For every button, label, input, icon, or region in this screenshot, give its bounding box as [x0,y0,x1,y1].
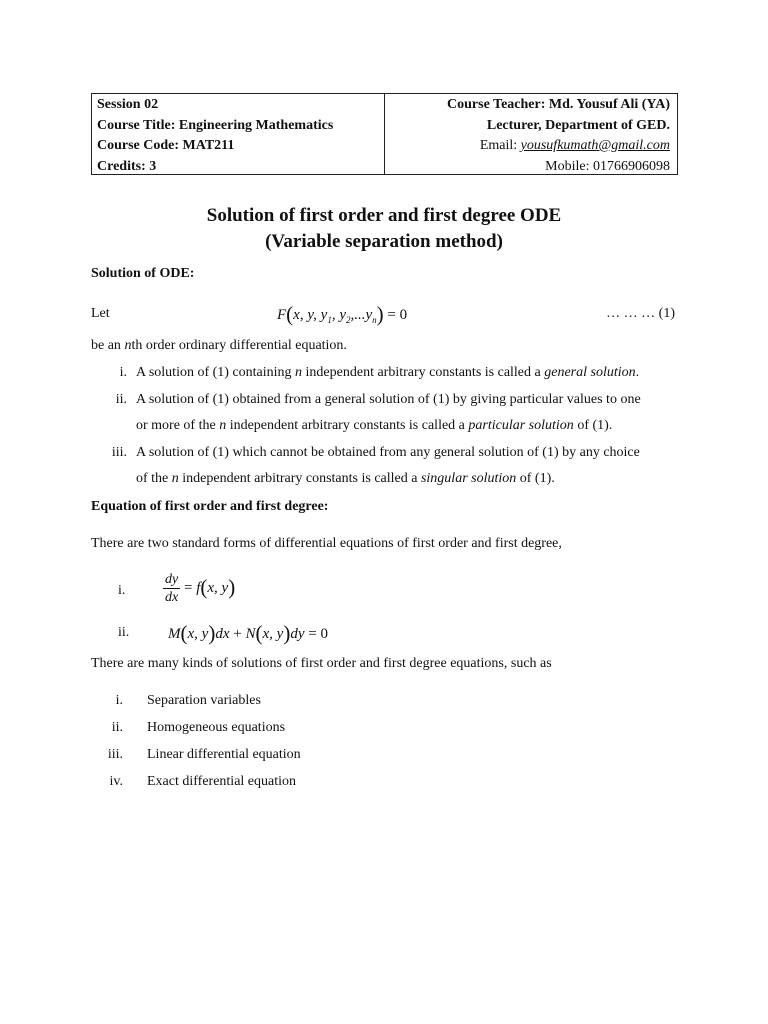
item-text: of (1). [516,471,555,486]
teacher-position: Lecturer, Department of GED. [486,117,670,133]
section-heading-solution-ode: Solution of ODE: [91,266,195,281]
list-numeral: ii. [118,625,130,640]
item-term: general solution [544,365,636,380]
teacher-info [385,94,677,174]
email-label: Email: [479,138,521,153]
kind-item: Homogeneous equations [147,720,286,735]
standard-form-2: M(x, y)dx + N(x, y)dy = 0 [168,621,328,645]
item-text: . [635,365,640,380]
list-numeral: ii. [115,392,127,407]
item-text: of (1). [573,418,613,433]
ode-def-post: th order ordinary differential equation. [131,338,347,353]
item-term: singular solution [420,471,517,486]
credits: Credits: 3 [97,158,157,174]
email-line [385,136,670,157]
list-numeral: ii. [111,720,123,735]
ode-def-pre: be an [91,338,125,353]
document-subtitle: (Variable separation method) [265,231,503,252]
list-numeral: i. [115,693,123,708]
equation-label-1: … … … (1) [606,306,675,321]
ode-definition [91,338,347,354]
session-label: Session 02 [97,97,159,112]
list-item-general-solution [136,365,639,381]
section-heading-first-order: Equation of first order and first degree: [91,499,329,514]
course-info-left [92,94,385,174]
email-link[interactable]: yousufkumath@gmail.com [520,138,670,153]
list-numeral: i. [118,583,126,598]
ode-def-n: n [124,338,132,353]
kind-item: Separation variables [147,693,261,708]
standard-form-1: $\frac{dy}{dx}$ = f(x, y) [165,572,236,605]
course-info-table [91,93,678,175]
item-text: or more of the [136,418,220,433]
item-text: of the [136,471,172,486]
item-text: independent arbitrary constants is called a [178,471,421,486]
item-text: independent arbitrary constants is called a [226,418,469,433]
document-title: Solution of first order and first degree ODE [206,205,562,226]
item-n: n [295,365,303,380]
teacher-name: Course Teacher: Md. Yousuf Ali (YA) [447,97,670,112]
mobile-number: Mobile: 01766906098 [545,158,670,174]
list-item-particular-line1: A solution of (1) obtained from a general solution of (1) by giving particular values to one [136,392,641,407]
let-label: Let [91,306,110,321]
list-item-singular-line2 [136,471,555,487]
item-n: n [219,418,227,433]
item-text: A solution of (1) containing [136,365,296,380]
list-numeral: iii. [111,445,127,460]
item-n: n [171,471,179,486]
list-numeral: iv. [109,774,123,789]
course-code: Course Code: MAT211 [97,138,235,153]
item-term: particular solution [468,418,574,433]
standard-forms-intro: There are two standard forms of differential equations of first order and first degree, [91,536,562,551]
list-item-particular-line2 [136,418,612,434]
dy-dx-fraction: $\frac{dy}{dx}$ [165,572,179,605]
list-numeral: i. [119,365,127,380]
kinds-intro: There are many kinds of solutions of first order and first degree equations, such as [91,656,552,671]
equation-1: F(x, y, $y_1$, $y_2,...y_n) = 0$ [277,302,408,326]
kind-item: Linear differential equation [147,747,301,762]
list-numeral: iii. [107,747,123,762]
item-text: independent arbitrary constants is called a [302,365,545,380]
list-item-singular-line1: A solution of (1) which cannot be obtained from any general solution of (1) by any choice [136,445,640,460]
kind-item: Exact differential equation [147,774,297,789]
course-title: Course Title: Engineering Mathematics [97,117,334,133]
